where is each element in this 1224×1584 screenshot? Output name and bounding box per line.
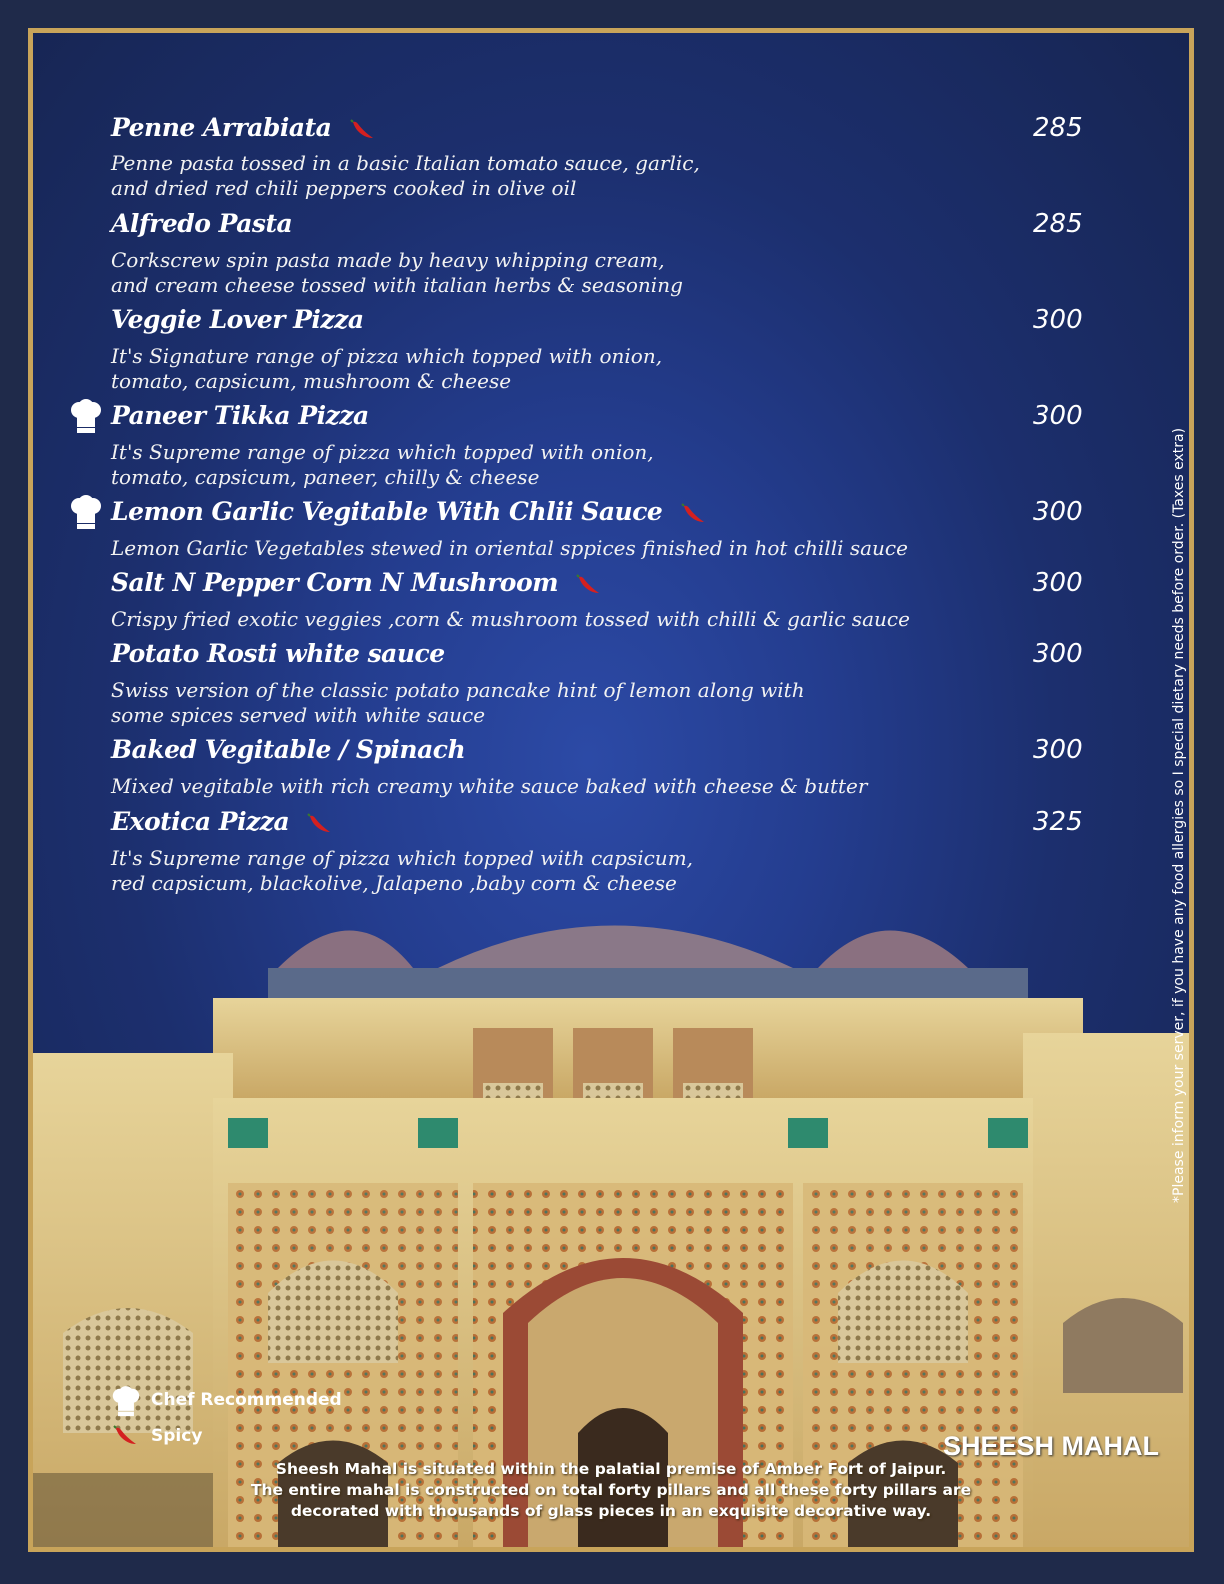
item-price: 300 [1033,735,1083,765]
item-price: 300 [1033,497,1083,527]
item-price: 285 [1033,209,1083,239]
item-name: Lemon Garlic Vegitable With Chlii Sauce [111,497,707,526]
item-description: Corkscrew spin pasta made by heavy whipping cream, and cream cheese tossed with italian herbs & seasoning [111,248,683,297]
item-price: 300 [1033,401,1083,431]
menu-frame [28,28,1194,1552]
item-description: Lemon Garlic Vegetables stewed in oriental sppices finished in hot chilli sauce [111,536,908,560]
chili-pepper-icon [681,503,707,525]
item-price: 300 [1033,305,1083,335]
chef-hat-icon [111,1385,141,1419]
allergy-note: *Please inform your server, if you have any food allergies so I special dietary needs before order. (Taxes extra) [1171,427,1187,1203]
item-description: Mixed vegitable with rich creamy white sauce baked with cheese & butter [111,774,868,798]
item-name: Penne Arrabiata [111,113,376,142]
item-price: 325 [1033,807,1083,837]
item-name: Paneer Tikka Pizza [111,401,369,430]
item-name: Baked Vegitable / Spinach [111,735,466,764]
legend-chef-label: Chef Recommended [151,1390,342,1410]
item-description: It's Supreme range of pizza which topped with capsicum, red capsicum, blackolive, Jalapeno ,baby corn & cheese [111,846,694,895]
item-name: Exotica Pizza [111,807,333,836]
item-price: 300 [1033,639,1083,669]
legend-spicy-label: Spicy [151,1426,203,1446]
chili-pepper-icon [113,1425,139,1447]
item-price: 300 [1033,568,1083,598]
item-name: Salt N Pepper Corn N Mushroom [111,568,602,597]
chef-hat-icon [69,399,103,435]
item-name: Veggie Lover Pizza [111,305,364,334]
item-description: Penne pasta tossed in a basic Italian tomato sauce, garlic, and dried red chili peppers cooked in olive oil [111,151,700,200]
item-name: Potato Rosti white sauce [111,639,445,668]
chili-pepper-icon [350,119,376,141]
chili-pepper-icon [576,574,602,596]
item-name: Alfredo Pasta [111,209,293,238]
item-description: It's Supreme range of pizza which topped with onion, tomato, capsicum, paneer, chilly & cheese [111,440,654,489]
item-description: Swiss version of the classic potato pancake hint of lemon along with some spices served with white sauce [111,678,805,727]
caption: Sheesh Mahal is situated within the palatial premise of Amber Fort of Jaipur. The entire mahal is constructed on total forty pillars and all these forty pillars are decorated with thousands of glass pieces in an exquisite decorative way. [250,1460,972,1520]
chef-hat-icon [69,495,103,531]
item-description: Crispy fried exotic veggies ,corn & mushroom tossed with chilli & garlic sauce [111,607,910,631]
brand-title: SHEESH MAHAL [943,1431,1160,1461]
item-description: It's Signature range of pizza which topped with onion, tomato, capsicum, mushroom & cheese [111,344,663,393]
chili-pepper-icon [307,813,333,835]
item-price: 285 [1033,113,1083,143]
